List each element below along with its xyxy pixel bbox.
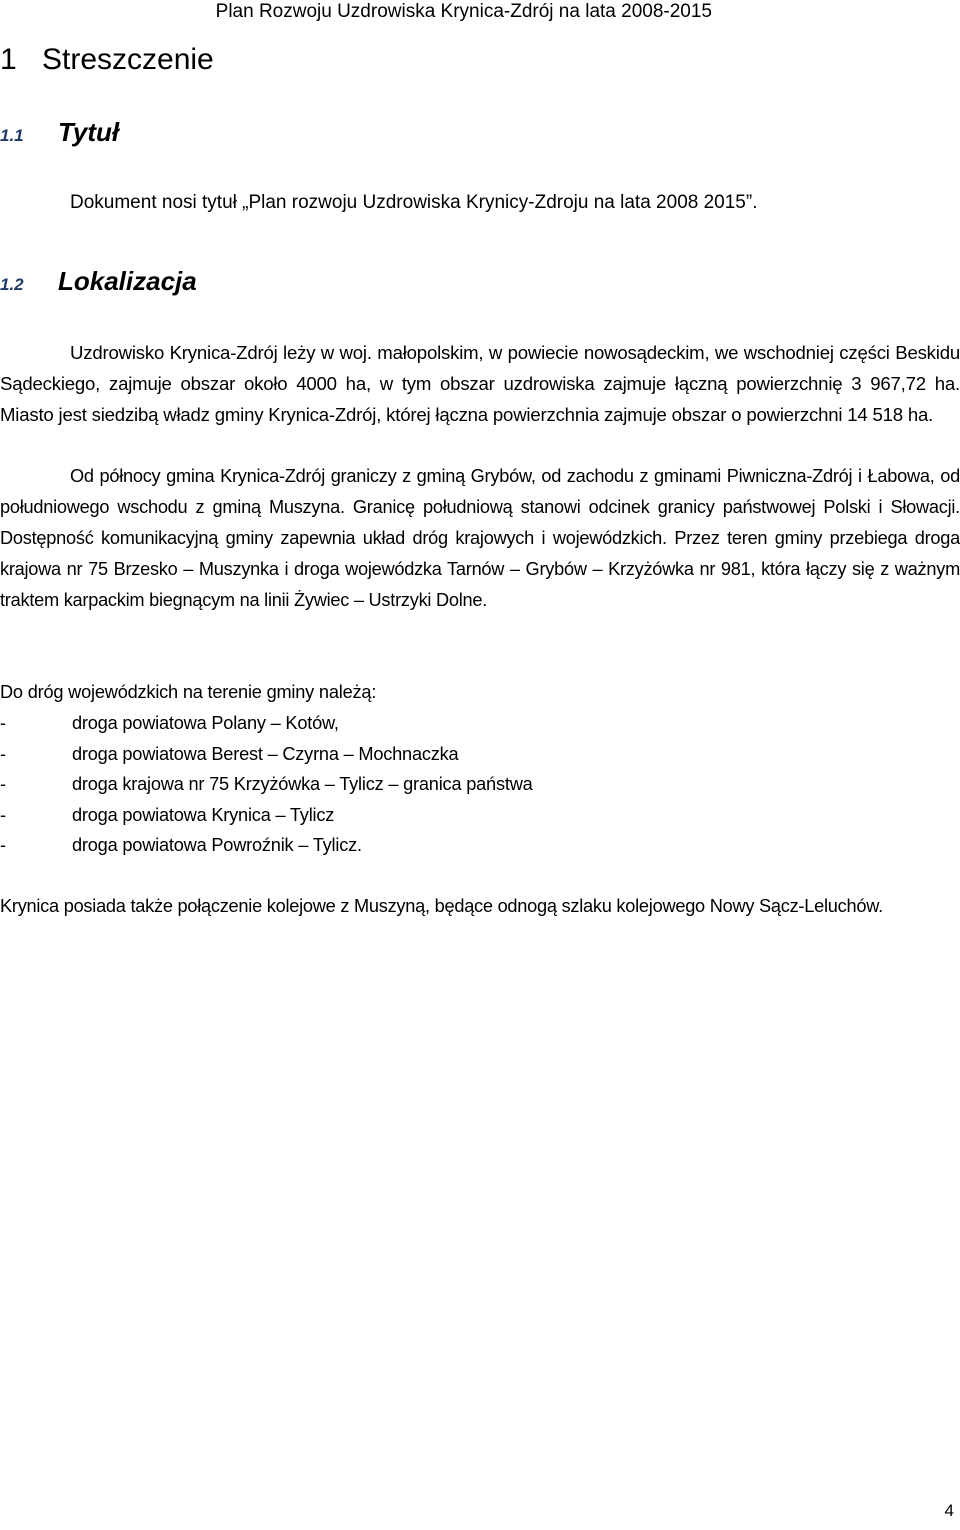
list-item — [0, 769, 533, 800]
list-item — [0, 830, 533, 861]
running-header: Plan Rozwoju Uzdrowiska Krynica-Zdrój na lata 2008-2015 — [215, 1, 712, 22]
roads-intro: Do dróg wojewódzkich na terenie gminy należą: — [0, 682, 377, 702]
list-item-text: droga powiatowa Powroźnik – Tylicz. — [72, 835, 362, 855]
section-heading-streszczenie — [0, 42, 214, 78]
list-dash: - — [0, 835, 6, 855]
subsection-title: Lokalizacja — [58, 266, 197, 296]
section-title: Streszczenie — [42, 43, 214, 76]
list-item-text: droga powiatowa Berest – Czyrna – Mochnaczka — [72, 743, 459, 764]
list-dash: - — [0, 804, 6, 825]
list-item — [0, 800, 533, 831]
list-item-text: droga powiatowa Polany – Kotów, — [72, 713, 339, 733]
list-dash: - — [0, 743, 6, 764]
subsection-heading-lokalizacja — [0, 265, 197, 301]
list-item-text: droga powiatowa Krynica – Tylicz — [72, 804, 335, 825]
borders-paragraph: Od północy gmina Krynica-Zdrój graniczy z gminą Grybów, od zachodu z gminami Piwniczna-Zdrój i Łabowa, od południowego wschodu z gminą Muszyna. Granicę południową stanowi odcinek granicy państwowej Polski i Słowacji. Dostępność komunikacyjną gminy zapewnia układ dróg krajowych i wojewódzkich. Przez teren gminy przebiega droga krajowa nr 75 Brzesko – Muszynka i droga wojewódzka Tarnów – Grybów – Krzyżówka nr 981, która łączy się z ważnym traktem karpackim biegnącym na linii Żywiec – Ustrzyki Dolne. — [0, 466, 960, 610]
subsection-number: 1.1 — [0, 126, 24, 145]
list-item — [0, 739, 533, 770]
subsection-number: 1.2 — [0, 275, 24, 294]
location-paragraph: Uzdrowisko Krynica-Zdrój leży w woj. małopolskim, w powiecie nowosądeckim, we wschodniej części Beskidu Sądeckiego, zajmuje obszar około 4000 ha, w tym obszar uzdrowiska zajmuje łączną powierzchnię 3 967,72 ha. Miasto jest siedzibą władz gminy Krynica-Zdrój, której łączna powierzchnia zajmuje obszar o powierzchni 14 518 ha. — [0, 342, 960, 425]
list-item — [0, 708, 533, 739]
document-title-paragraph: Dokument nosi tytuł „Plan rozwoju Uzdrowiska Krynicy-Zdroju na lata 2008 2015”. — [70, 192, 758, 213]
roads-list — [0, 708, 533, 861]
page-number: 4 — [944, 1501, 954, 1520]
list-dash: - — [0, 774, 6, 794]
list-dash: - — [0, 713, 6, 733]
list-item-text: droga krajowa nr 75 Krzyżówka – Tylicz – granica państwa — [72, 774, 533, 794]
subsection-title: Tytuł — [58, 117, 120, 147]
subsection-heading-tytul — [0, 116, 119, 152]
railway-paragraph: Krynica posiada także połączenie kolejowe z Muszyną, będące odnogą szlaku kolejowego Nowy Sącz-Leluchów. — [0, 896, 883, 916]
section-number: 1 — [0, 43, 17, 76]
